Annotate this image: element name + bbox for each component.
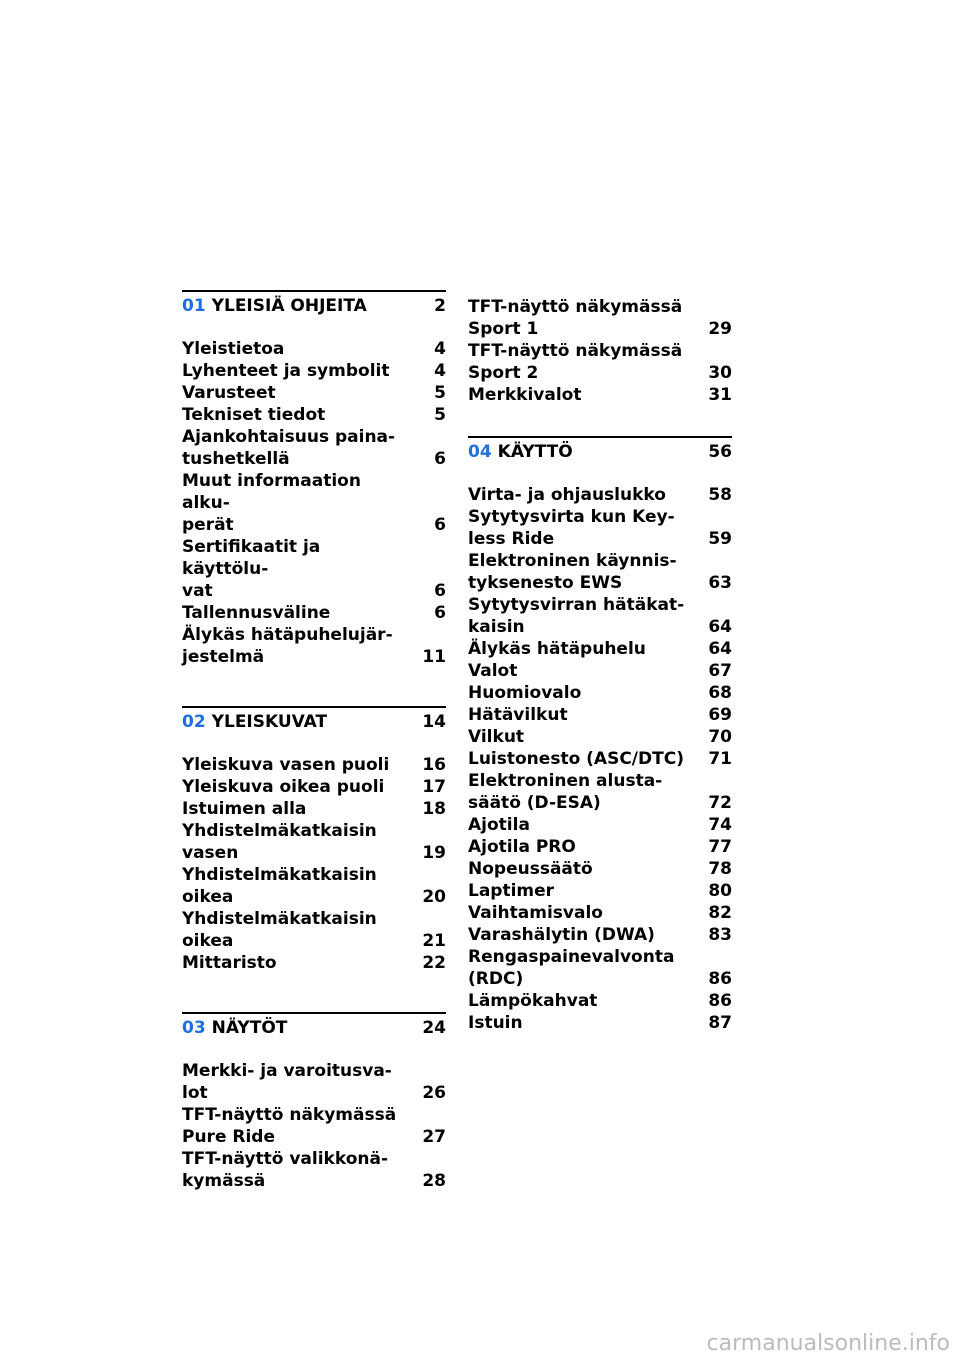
entry-title: Sytytysvirran hätäkat- kaisin — [468, 595, 685, 637]
toc-entry[interactable] — [468, 990, 732, 1012]
section-page: 56 — [708, 442, 732, 462]
entry-page: 64 — [708, 639, 732, 659]
entry-page: 70 — [708, 727, 732, 747]
section-number: 01 — [182, 296, 206, 316]
entry-page: 30 — [708, 363, 732, 383]
entry-list — [182, 1060, 446, 1192]
entry-title: Lämpökahvat — [468, 991, 598, 1011]
toc-entry[interactable] — [468, 814, 732, 836]
entry-page: 18 — [422, 799, 446, 819]
entry-title: Yleistietoa — [182, 339, 285, 359]
entry-title: Yhdistelmäkatkaisin vasen — [182, 821, 377, 863]
toc-entry[interactable] — [182, 776, 446, 798]
entry-title: Vilkut — [468, 727, 525, 747]
section-number: 02 — [182, 712, 206, 732]
section-title: KÄYTTÖ — [497, 442, 573, 462]
toc-entry[interactable] — [468, 384, 732, 406]
entry-title: Valot — [468, 661, 518, 681]
entry-title: Elektroninen käynnis- tyksenesto EWS — [468, 551, 677, 593]
toc-entry[interactable] — [468, 296, 732, 340]
entry-title: Virta- ja ohjauslukko — [468, 485, 666, 505]
toc-entry[interactable] — [182, 798, 446, 820]
entry-title: Ajotila PRO — [468, 837, 576, 857]
toc-entry[interactable] — [468, 858, 732, 880]
entry-page: 58 — [708, 485, 732, 505]
entry-title: Lyhenteet ja symbolit — [182, 361, 390, 381]
section-title: YLEISIÄ OHJEITA — [211, 296, 367, 316]
section-page: 14 — [422, 712, 446, 732]
entry-title: Elektroninen alusta- säätö (D-ESA) — [468, 771, 663, 813]
toc-column-right — [468, 296, 732, 1034]
toc-entry[interactable] — [182, 624, 446, 668]
entry-page: 74 — [708, 815, 732, 835]
toc-entry[interactable] — [182, 382, 446, 404]
section-number: 03 — [182, 1018, 206, 1038]
toc-section-04 — [468, 436, 732, 1034]
entry-page: 78 — [708, 859, 732, 879]
toc-entry[interactable] — [468, 340, 732, 384]
toc-entry[interactable] — [182, 1104, 446, 1148]
entry-title: Yhdistelmäkatkaisin oikea — [182, 865, 377, 907]
entry-page: 6 — [434, 515, 446, 535]
toc-entry[interactable] — [468, 880, 732, 902]
entry-page: 20 — [422, 887, 446, 907]
entry-page: 16 — [422, 755, 446, 775]
entry-page: 59 — [708, 529, 732, 549]
toc-entry[interactable] — [182, 470, 446, 536]
entry-title: Laptimer — [468, 881, 555, 901]
entry-page: 6 — [434, 449, 446, 469]
toc-entry[interactable] — [468, 726, 732, 748]
entry-page: 27 — [422, 1127, 446, 1147]
entry-title: Tallennusväline — [182, 603, 331, 623]
entry-list — [182, 754, 446, 974]
entry-title: Muut informaation alku- perät — [182, 471, 361, 535]
entry-page: 31 — [708, 385, 732, 405]
entry-page: 82 — [708, 903, 732, 923]
toc-entry[interactable] — [468, 836, 732, 858]
toc-entry[interactable] — [182, 864, 446, 908]
toc-entry[interactable] — [468, 506, 732, 550]
entry-page: 5 — [434, 383, 446, 403]
entry-title: Hätävilkut — [468, 705, 568, 725]
entry-title: Älykäs hätäpuhelu — [468, 639, 646, 659]
toc-entry[interactable] — [182, 360, 446, 382]
section-heading — [182, 706, 446, 733]
entry-title: Tekniset tiedot — [182, 405, 326, 425]
entry-list — [182, 338, 446, 668]
entry-page: 72 — [708, 793, 732, 813]
toc-entry[interactable] — [468, 902, 732, 924]
toc-entry[interactable] — [182, 426, 446, 470]
entry-title: Ajotila — [468, 815, 530, 835]
entry-page: 26 — [422, 1083, 446, 1103]
entry-title: Varusteet — [182, 383, 276, 403]
entry-title: TFT-näyttö valikkonä- kymässä — [182, 1149, 389, 1191]
toc-entry[interactable] — [468, 1012, 732, 1034]
entry-title: Sertifikaatit ja käyttölu- vat — [182, 537, 321, 601]
entry-title: Rengaspainevalvonta (RDC) — [468, 947, 675, 989]
entry-title: Istuin — [468, 1013, 523, 1033]
toc-entry[interactable] — [182, 1060, 446, 1104]
toc-entry[interactable] — [468, 704, 732, 726]
entry-list-continued — [468, 296, 732, 406]
entry-title: Merkkivalot — [468, 385, 582, 405]
toc-entry[interactable] — [182, 404, 446, 426]
entry-page: 29 — [708, 319, 732, 339]
toc-section-02 — [182, 706, 446, 974]
toc-entry[interactable] — [468, 638, 732, 660]
entry-page: 86 — [708, 991, 732, 1011]
entry-title: Älykäs hätäpuhelujär- jestelmä — [182, 625, 393, 667]
entry-page: 83 — [708, 925, 732, 945]
section-title: NÄYTÖT — [211, 1018, 288, 1038]
toc-section-01 — [182, 290, 446, 668]
toc-entry[interactable] — [182, 338, 446, 360]
entry-title: Ajankohtaisuus paina- tushetkellä — [182, 427, 396, 469]
toc-entry[interactable] — [182, 754, 446, 776]
entry-page: 77 — [708, 837, 732, 857]
entry-title: Varashälytin (DWA) — [468, 925, 655, 945]
toc-entry[interactable] — [468, 682, 732, 704]
entry-title: Huomiovalo — [468, 683, 582, 703]
toc-entry[interactable] — [468, 660, 732, 682]
toc-entry[interactable] — [182, 952, 446, 974]
entry-page: 28 — [422, 1171, 446, 1191]
entry-page: 71 — [708, 749, 732, 769]
watermark: carmanualsonline.info — [706, 1331, 950, 1356]
entry-page: 68 — [708, 683, 732, 703]
entry-title: Yhdistelmäkatkaisin oikea — [182, 909, 377, 951]
entry-page: 80 — [708, 881, 732, 901]
toc-entry[interactable] — [468, 550, 732, 594]
toc-entry[interactable] — [468, 924, 732, 946]
section-heading — [182, 290, 446, 317]
entry-title: Mittaristo — [182, 953, 277, 973]
section-page: 24 — [422, 1018, 446, 1038]
toc-section-03 — [182, 1012, 446, 1192]
entry-page: 4 — [434, 361, 446, 381]
toc-entry[interactable] — [468, 946, 732, 990]
entry-page: 4 — [434, 339, 446, 359]
toc-entry[interactable] — [468, 594, 732, 638]
entry-title: Istuimen alla — [182, 799, 307, 819]
entry-page: 21 — [422, 931, 446, 951]
entry-title: Vaihtamisvalo — [468, 903, 603, 923]
entry-page: 69 — [708, 705, 732, 725]
entry-page: 67 — [708, 661, 732, 681]
entry-page: 5 — [434, 405, 446, 425]
entry-page: 22 — [422, 953, 446, 973]
entry-page: 64 — [708, 617, 732, 637]
toc-entry[interactable] — [468, 484, 732, 506]
entry-title: Merkki- ja varoitusva- lot — [182, 1061, 392, 1103]
section-heading — [182, 1012, 446, 1039]
toc-entry[interactable] — [182, 602, 446, 624]
entry-list — [468, 484, 732, 1034]
entry-page: 63 — [708, 573, 732, 593]
toc-entry[interactable] — [182, 536, 446, 602]
entry-title: TFT-näyttö näkymässä Sport 1 — [468, 297, 683, 339]
toc-column-left — [182, 290, 446, 1192]
entry-page: 6 — [434, 603, 446, 623]
section-number: 04 — [468, 442, 492, 462]
section-title: YLEISKUVAT — [211, 712, 328, 732]
entry-title: Nopeussäätö — [468, 859, 593, 879]
entry-title: Sytytysvirta kun Key- less Ride — [468, 507, 675, 549]
toc-entry[interactable] — [182, 908, 446, 952]
entry-page: 6 — [434, 581, 446, 601]
entry-page: 86 — [708, 969, 732, 989]
section-heading — [468, 436, 732, 463]
section-page: 2 — [434, 296, 446, 316]
entry-page: 87 — [708, 1013, 732, 1033]
toc-entry[interactable] — [468, 770, 732, 814]
entry-title: Yleiskuva vasen puoli — [182, 755, 390, 775]
toc-entry[interactable] — [468, 748, 732, 770]
entry-page: 11 — [422, 647, 446, 667]
entry-title: Luistonesto (ASC/DTC) — [468, 749, 684, 769]
entry-title: Yleiskuva oikea puoli — [182, 777, 385, 797]
entry-page: 17 — [422, 777, 446, 797]
entry-title: TFT-näyttö näkymässä Sport 2 — [468, 341, 683, 383]
entry-title: TFT-näyttö näkymässä Pure Ride — [182, 1105, 397, 1147]
toc-entry[interactable] — [182, 1148, 446, 1192]
toc-entry[interactable] — [182, 820, 446, 864]
entry-page: 19 — [422, 843, 446, 863]
